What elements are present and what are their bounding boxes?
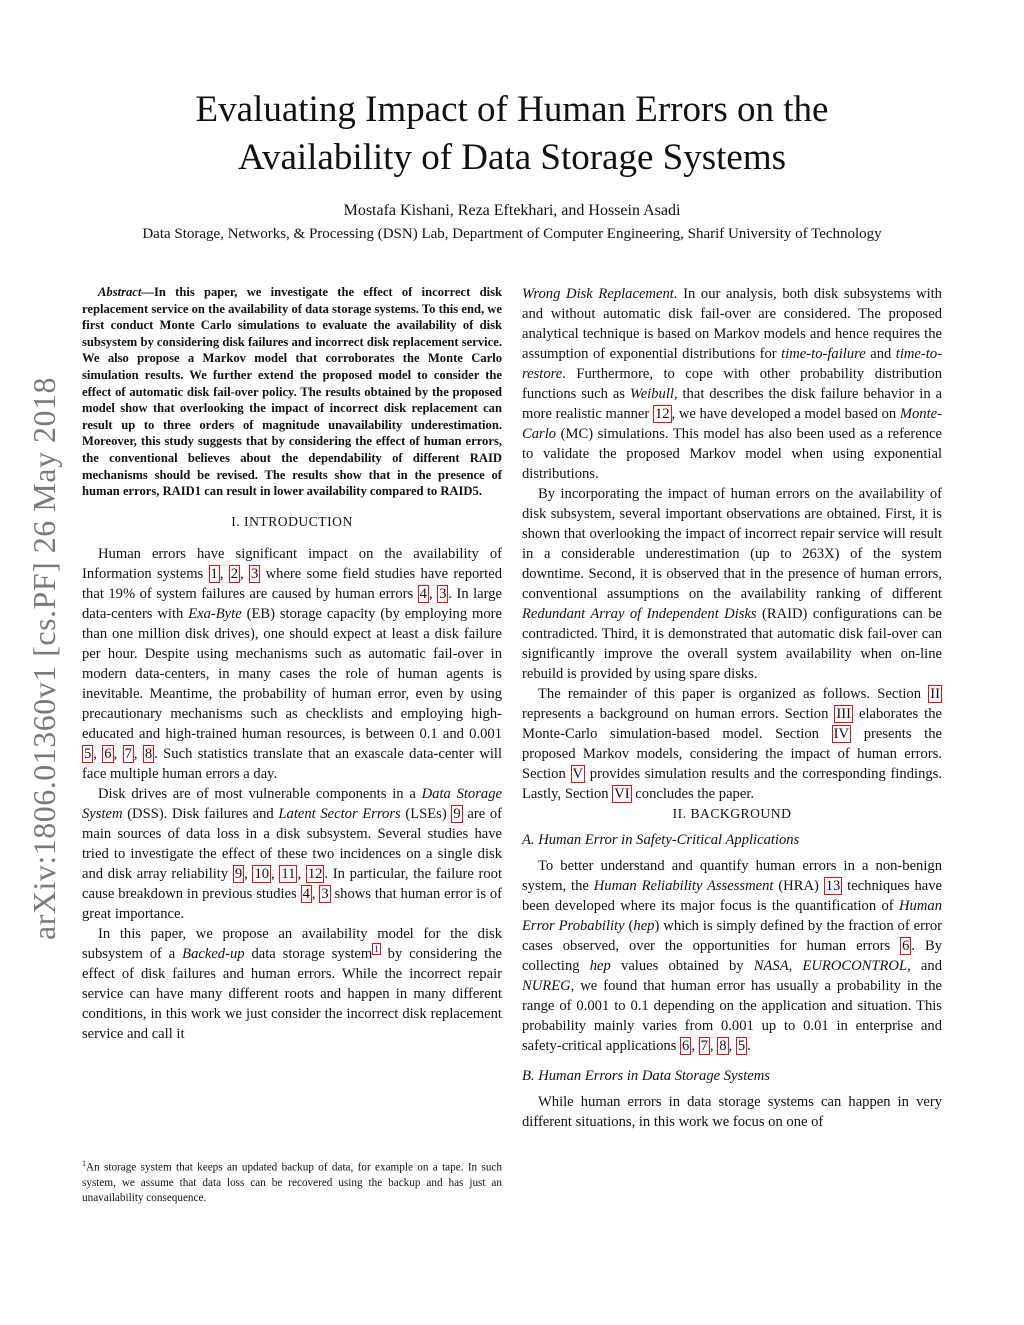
citation-link[interactable]: 7 <box>124 745 132 762</box>
intro-paragraph-1: Human errors have significant impact on the availability of Information systems 1 , 2 , 3 where some field studies have reported that 19% of system failures are caused by human errors 4 , 3 . In large data-centers with Exa-Byte (EB) storage capacity (by employing more than one million disk drives), one should expect at least a disk failure per hour. Despite using mechanisms such as automatic fail-over in modern data-centers, in many cases the role of human agents is inevitable. Meantime, the probability of human error, even by using precautionary mechanisms such as checklists and employing high-educated and high-trained human resources, is between 0.1 and 0.001 5 , 6 , 7 , 8 . Such statistics translate that an exascale data-center will face multiple human errors a day. <box>82 545 503 782</box>
citation-link[interactable]: 12 <box>654 406 670 422</box>
paper-title <box>100 86 924 182</box>
section-heading-background: II. BACKGROUND <box>672 806 792 821</box>
intro-paragraph-3-continued: Wrong Disk Replacement. In our analysis, both disk subsystems with and without automatic disk fail-over are considered. The proposed analytical technique is based on Markov models and hence requires the assumption of exponential distributions for time-to-failure and time-to-restore. Furthermore, to cope with other probability distribution functions such as Weibull, that describes the disk failure behavior in a more realistic manner 12 , we have developed a model based on Monte-Carlo (MC) simulations. This model has also been used as a reference to validate the proposed Markov model when using exponential distributions. <box>522 286 942 482</box>
citation-link[interactable]: 2 <box>230 565 239 582</box>
authors: Mostafa Kishani, Reza Eftekhari, and Hossein Asadi <box>343 202 681 219</box>
citation-link[interactable]: 11 <box>281 865 296 882</box>
abstract-label: Abstract <box>98 285 142 299</box>
citation-link[interactable]: 1 <box>210 565 218 582</box>
citation-link[interactable]: 8 <box>719 1038 727 1054</box>
citation-link[interactable]: 8 <box>144 745 153 762</box>
title-line-2: Availability of Data Storage Systems <box>237 137 787 178</box>
citation-link[interactable]: II <box>930 686 940 702</box>
right-column <box>522 284 942 1132</box>
citation-link[interactable]: V <box>572 766 584 782</box>
abstract-text: —In this paper, we investigate the effect of incorrect disk replacement service on the availability of data storage systems. To this end, we first conduct Monte Carlo simulations to evaluate the availability of disk subsystem by considering disk failures and incorrect disk replacement service. We also propose a Markov model that corroborates the Monte Carlo simulation results. We further extend the proposed model to consider the effect of automatic disk fail-over policy. The results obtained by the proposed model show that overlooking the impact of incorrect disk replacement can result up to three orders of magnitude unavailability underestimation. Moreover, this study suggests that by considering the effect of human errors, the conventional believes about the dependability of different RAID mechanisms should be revised. The results show that in the presence of human errors, RAID1 can result in lower availability compared to RAID5. <box>82 285 502 499</box>
background-paragraph-1: To better understand and quantify human errors in a non-benign system, the Human Reliability Assessment (HRA) 13 techniques have been developed where its major focus is the quantification of Human Error Probability (hep) which is simply defined by the fraction of error cases observed, over the opportunities for human errors 6 . By collecting hep values obtained by NASA, EUROCONTROL, and NUREG, we found that human error has usually a probability in the range of 0.001 to 0.1 depending on the application and situation. This probability mainly varies from 0.001 up to 0.01 in enterprise and safety-critical applications 6 , 7 , 8 , 5 . <box>522 858 943 1054</box>
citation-link[interactable]: 4 <box>419 585 427 602</box>
left-column <box>82 284 502 1044</box>
citation-link[interactable]: 6 <box>902 938 910 954</box>
citation-link[interactable]: 6 <box>104 745 112 762</box>
footnote-text: An storage system that keeps an updated backup of data, for example on a tape. In such system, we assume that data loss can be recovered using the backup and has just an unavailability consequence. <box>82 1161 502 1204</box>
background-paragraph-2: While human errors in data storage systems can happen in very different situations, in this work we focus on one of <box>522 1094 942 1130</box>
citation-link[interactable]: VI <box>614 786 630 802</box>
citation-link[interactable]: 4 <box>302 885 310 902</box>
citation-link[interactable]: 3 <box>251 565 259 582</box>
intro-paragraph-4: By incorporating the impact of human errors on the availability of disk subsystem, several important observations are obtained. First, it is shown that overlooking the impact of incorrect repair service will result in a considerable underestimation (up to 263X) of the system downtime. Second, it is observed that in the presence of human errors, conventional assumptions on the availability ranking of different Redundant Array of Independent Disks (RAID) configurations can be contradicted. Third, it is demonstrated that automatic disk fail-over can significantly improve the overall system availability when on-line rebuild is provided by using spare disks. <box>522 486 943 682</box>
citation-link[interactable]: 5 <box>737 1038 746 1054</box>
arxiv-sidebar-stamp: arXiv:1806.01360v1 [cs.PF] 26 May 2018 <box>26 377 62 940</box>
citation-link[interactable]: 13 <box>825 878 841 894</box>
citation-link[interactable]: 9 <box>234 865 243 882</box>
subsection-heading-a: A. Human Error in Safety-Critical Applications <box>522 832 800 848</box>
abstract <box>82 284 502 500</box>
subsection-heading-b: B. Human Errors in Data Storage Systems <box>522 1068 770 1084</box>
citation-link[interactable]: 7 <box>700 1038 708 1054</box>
intro-paragraph-2: Disk drives are of most vulnerable components in a Data Storage System (DSS). Disk failures and Latent Sector Errors (LSEs) 9 are of main sources of data loss in a disk subsystem. Several studies have tried to investigate the effect of these two incidences on a single disk and disk array reliability 9 , 10 , 11 , 12 . In particular, the failure root cause breakdown in previous studies 4 , 3 shows that human error is of great importance. <box>82 785 503 922</box>
citation-link[interactable]: 3 <box>439 585 447 602</box>
citation-link[interactable]: 10 <box>254 865 270 882</box>
citation-link[interactable]: IV <box>833 726 850 742</box>
citation-link[interactable]: 5 <box>84 745 92 762</box>
title-line-1: Evaluating Impact of Human Errors on the <box>195 89 829 130</box>
citation-link[interactable]: III <box>836 706 851 722</box>
citation-link[interactable]: 12 <box>307 865 323 882</box>
citation-link[interactable]: 6 <box>682 1038 690 1054</box>
citation-link[interactable]: 3 <box>321 885 329 902</box>
intro-paragraph-3: In this paper, we propose an availability model for the disk subsystem of a Backed-up data storage system $^1$ by considering the effect of disk failures and human errors. While the incorrect repair service can have many different roots and happen in many different conditions, in this work we just consider the incorrect disk replacement service and call it <box>82 925 502 1042</box>
footnote-ref-link[interactable]: 1 <box>374 943 379 954</box>
affiliation: Data Storage, Networks, & Processing (DSN) Lab, Department of Computer Engineering, Sharif University of Technology <box>142 226 882 242</box>
citation-link[interactable]: 9 <box>453 805 461 822</box>
section-heading-introduction: I. INTRODUCTION <box>231 513 353 529</box>
intro-paragraph-5: The remainder of this paper is organized as follows. Section II represents a background on human errors. Section III elaborates the Monte-Carlo simulation-based model. Section IV presents the proposed Markov models, considering the impact of human errors. Section V provides simulation results and the corresponding findings. Lastly, Section VI concludes the paper. <box>522 686 942 802</box>
footnote <box>82 1156 502 1206</box>
footnote-mark: 1 <box>82 1159 86 1168</box>
